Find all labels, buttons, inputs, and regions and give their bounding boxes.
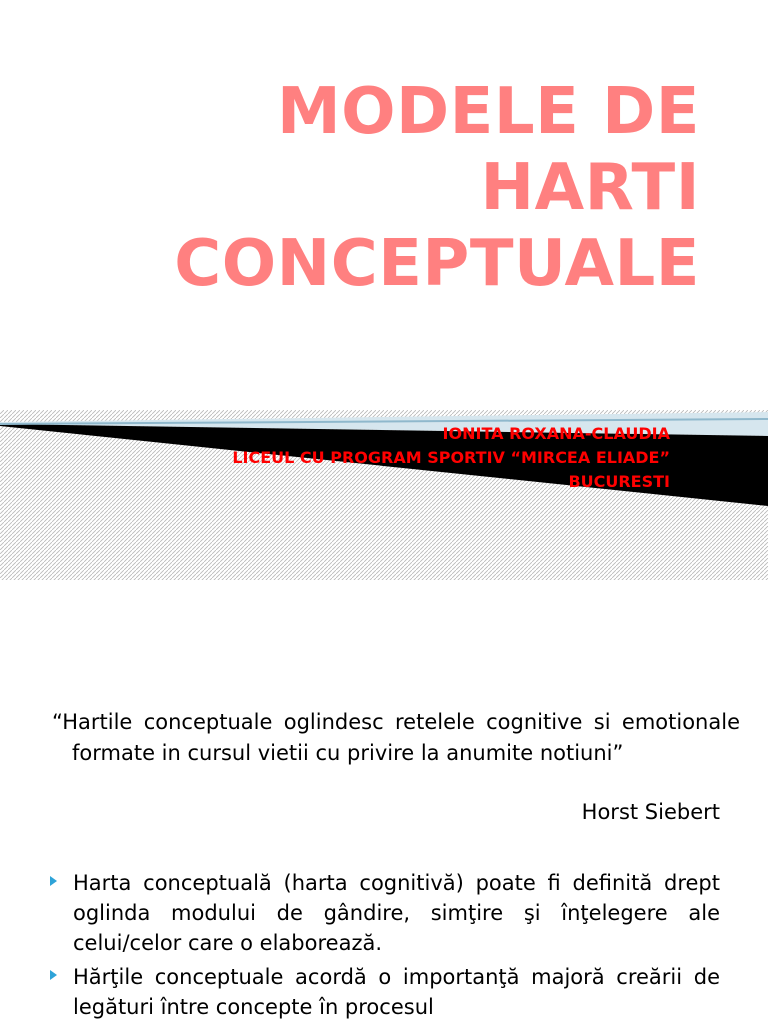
content-slide bbox=[0, 590, 768, 1024]
bullet-item bbox=[50, 868, 720, 958]
bullet-text: Hărţile conceptuale acordă o importanţă majoră creării de legături între concepte în procesul bbox=[73, 965, 720, 1019]
city-name: BUCURESTI bbox=[568, 472, 670, 491]
title-line: HARTI bbox=[480, 151, 700, 225]
bullet-list bbox=[50, 868, 720, 1026]
bullet-item bbox=[50, 962, 720, 1022]
quote-text: “Hartile conceptuale oglindesc retelele cognitive si emotionale formate in cursul vietii cu privire la anumite notiuni” bbox=[52, 710, 740, 765]
slide-subtitle bbox=[232, 422, 670, 494]
triangle-bullet-icon bbox=[50, 876, 57, 886]
quote-author: Horst Siebert bbox=[581, 800, 720, 824]
title-line: CONCEPTUALE bbox=[174, 227, 700, 301]
bullet-text: Harta conceptuală (harta cognitivă) poate fi definită drept oglinda modului de gândire, simţire şi înţelegere ale celui/celor care o elaborează. bbox=[73, 871, 720, 955]
title-line: MODELE DE bbox=[276, 75, 700, 149]
school-name: LICEUL CU PROGRAM SPORTIV “MIRCEA ELIADE” bbox=[232, 448, 670, 467]
triangle-bullet-icon bbox=[50, 970, 57, 980]
author-name: IONITA ROXANA-CLAUDIA bbox=[442, 424, 670, 443]
slide-title bbox=[174, 74, 700, 302]
